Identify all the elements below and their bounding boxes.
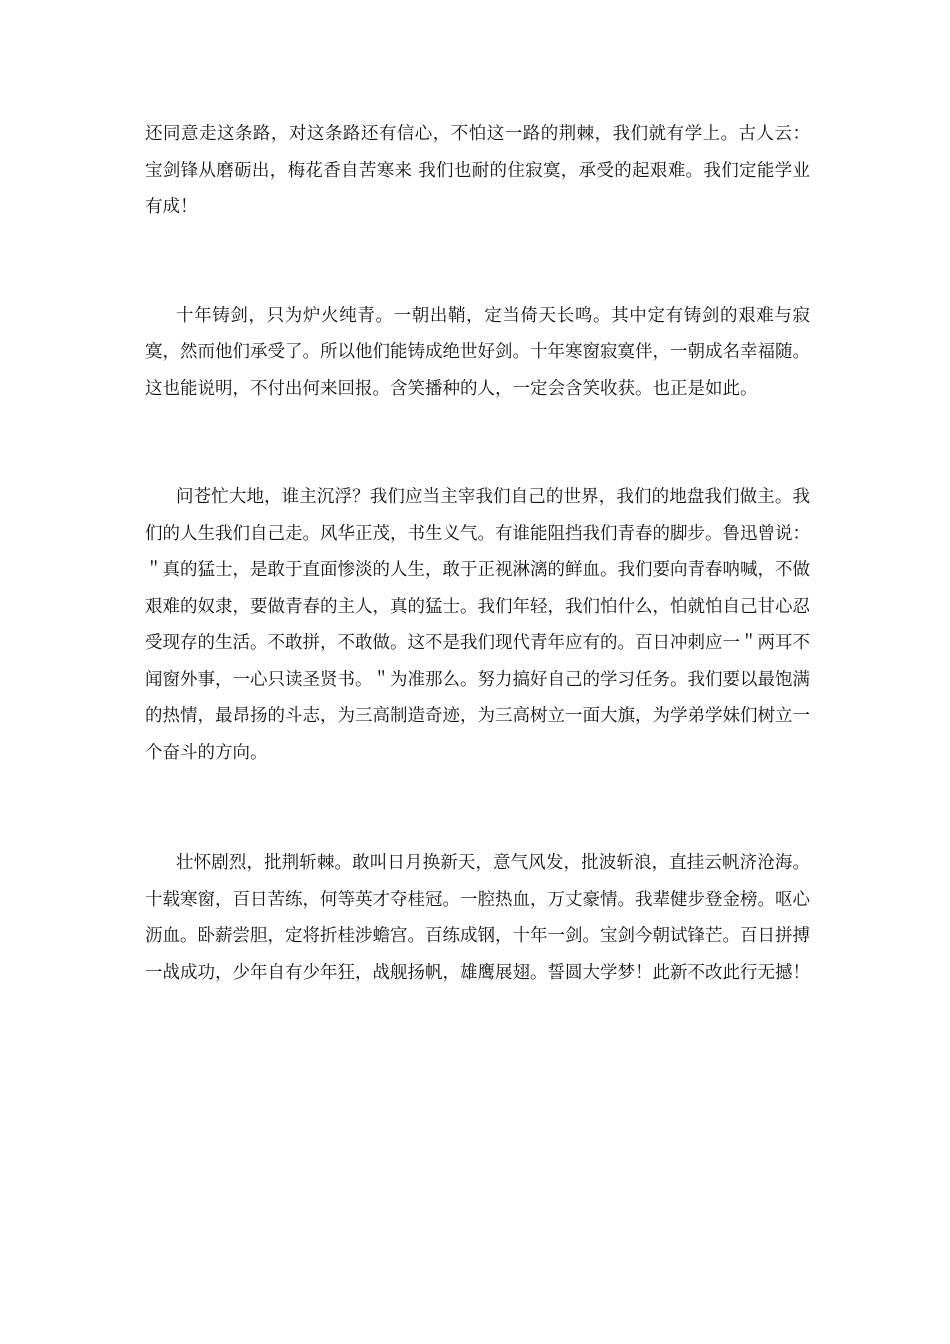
paragraph-3: 问苍忙大地，谁主沉浮？我们应当主宰我们自己的世界，我们的地盘我们做主。我们的人生我们自己走。风华正茂，书生义气。有谁能阻挡我们青春的脚步。鲁迅曾说：＂真的猛士，是敢于直面惨淡的人生，敢于正视淋漓的鲜血。我们要向青春呐喊，不做艰难的奴隶，要做青春的主人，真的猛士。我们年轻，我们怕什么，怕就怕自己甘心忍受现存的生活。不敢拼，不敢做。这不是我们现代青年应有的。百日冲刺应一＂两耳不闻窗外事，一心只读圣贤书。＂为准那么。努力搞好自己的学习任务。我们要以最饱满的热情，最昂扬的斗志，为三高制造奇迹，为三高树立一面大旗，为学弟学妹们树立一个奋斗的方向。 [145, 487, 810, 763]
paragraph-4: 壮怀剧烈，批荆斩棘。敢叫日月换新天，意气风发，批波斩浪，直挂云帆济沧海。十载寒窗，百日苦练，何等英才夺桂冠。一腔热血，万丈豪情。我辈健步登金榜。呕心沥血。卧薪尝胆，定将折桂涉蟾宫。百练成钢，十年一剑。宝剑今朝试锋芒。百日拼搏一战成功，少年自有少年狂，战舰扬帆，雄鹰展翅。誓圆大学梦！此新不改此行无撼！ [145, 853, 810, 983]
paragraph-1: 还同意走这条路，对这条路还有信心，不怕这一路的荆棘，我们就有学上。古人云： 宝剑锋从磨砺出，梅花香自苦寒来 我们也耐的住寂寞，承受的起艰难。我们定能学业有成！ [145, 124, 810, 217]
paragraph-2: 十年铸剑，只为炉火纯青。一朝出鞘，定当倚天长鸣。其中定有铸剑的艰难与寂寞，然而他们承受了。所以他们能铸成绝世好剑。十年寒窗寂寞伴，一朝成名幸福随。这也能说明，不付出何来回报。含笑播种的人，一定会含笑收获。也正是如此。 [145, 305, 810, 399]
document-body [145, 116, 810, 991]
